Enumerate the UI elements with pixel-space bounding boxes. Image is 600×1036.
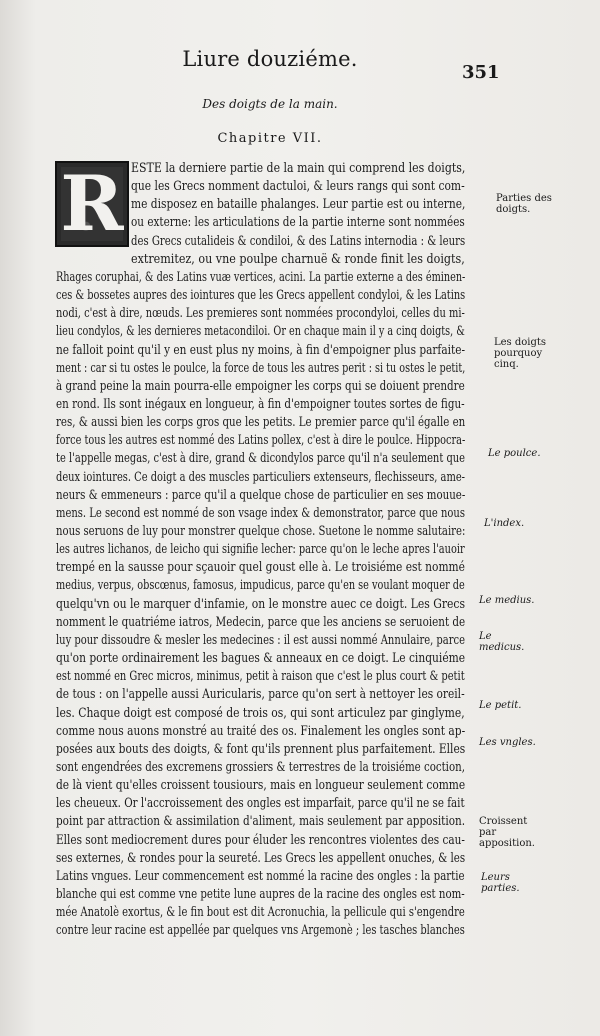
- text-line: posées aux bouts des doigts, & font qu'ils prennent plus parfaitement. Elles: [56, 741, 466, 757]
- text-line: des Grecs cutalideis & condiloi, & des Latins internodia : & leurs: [131, 233, 466, 249]
- text-line: deux iointures. Ce doigt a des muscles particuliers extenseurs, flechisseurs, ame-: [56, 469, 466, 485]
- text-line: lieu condylos, & les dernieres metacondiloi. Or en chaque main il y a cinq doigts, &: [56, 324, 465, 340]
- text-line: contre leur racine est appellée par quelques vns Argemonè ; les tasches blanches: [56, 923, 465, 939]
- text-line: nodi, c'est à dire, nœuds. Les premieres sont nommées procondyloi, celles du mi-: [56, 306, 465, 322]
- text-line: me disposez en bataille phalanges. Leur partie est ou interne,: [131, 197, 466, 213]
- margin-note: Leurs parties.: [481, 872, 520, 894]
- text-line: Elles sont mediocrement dures pour éluder les rencontres violentes des cau-: [56, 832, 465, 848]
- margin-note: Le petit.: [479, 700, 522, 711]
- text-line: luy pour dissoudre & mesler les medecines : il est aussi nommé Annulaire, parce: [56, 632, 465, 648]
- chapter-heading: Chapitre VII.: [217, 131, 323, 146]
- margin-note: Le poulce.: [488, 448, 541, 459]
- margin-note: Croissent par apposition.: [479, 816, 535, 849]
- text-line: extremitez, ou vne poulpe charnuë & ronde finit les doigts,: [131, 251, 465, 267]
- text-line: nomment le quatriéme iatros, Medecin, parce que les anciens se seruoient de: [56, 614, 466, 630]
- text-line: blanche qui est comme vne petite lune aupres de la racine des ongles est nom-: [56, 887, 465, 902]
- text-line: les cheueux. Or l'accroissement des ongles est imparfait, parce qu'il ne se fait: [56, 796, 465, 812]
- text-line: Rhages coruphai, & des Latins vuæ vertices, acini. La partie externe a des éminen-: [56, 269, 466, 285]
- dropcap-letter: R: [60, 159, 124, 248]
- section-title: Des doigts de la main.: [202, 97, 338, 111]
- ornamental-dropcap: [55, 161, 129, 247]
- text-line: de là vient qu'elles croissent tousiours, mais en longueur seulement comme: [56, 778, 466, 794]
- margin-note: L'index.: [484, 518, 525, 529]
- text-line: ne falloit point qu'il y en eust plus ny moins, à fin d'empoigner plus parfaite-: [56, 342, 466, 358]
- text-line: en rond. Ils sont inégaux en longueur, à fin d'empoigner toutes sortes de figu-: [56, 396, 465, 412]
- text-line: qu'on porte ordinairement les bagues & anneaux en ce doigt. Le cinquiéme: [56, 651, 466, 667]
- text-line: à grand peine la main pourra-elle empoigner les corps qui se doiuent prendre: [56, 378, 465, 394]
- text-line: mens. Le second est nommé de son vsage index & demonstrator, parce que nous: [56, 505, 465, 521]
- text-line: ses externes, & rondes pour la seureté. Les Grecs les appellent onuches, & les: [56, 850, 466, 866]
- text-line: res, & aussi bien les corps gros que les petits. Le premier parce qu'il égalle en: [56, 415, 466, 431]
- text-line: force tous les autres est nommé des Latins pollex, c'est à dire le poulce. Hippocra-: [56, 433, 466, 449]
- text-line: neurs & emmeneurs : parce qu'il a quelque chose de particulier en ses mouue-: [56, 487, 466, 503]
- text-line: medius, verpus, obscœnus, famosus, impudicus, parce qu'en se voulant moquer de: [56, 578, 465, 594]
- text-line: ESTE la derniere partie de la main qui comprend les doigts,: [131, 161, 466, 176]
- text-line: que les Grecs nomment dactuloi, & leurs rangs qui sont com-: [131, 179, 465, 195]
- text-line: ces & bossetes aupres des iointures que les Grecs appellent condyloi, & les Latins: [56, 288, 466, 304]
- margin-note: Les doigts pourquoy cinq.: [494, 337, 547, 370]
- margin-note: Les vngles.: [479, 737, 536, 748]
- text-line: quelqu'vn ou le marquer d'infamie, on le monstre auec ce doigt. Les Grecs: [56, 596, 466, 612]
- text-line: mée Anatolè exortus, & le fin bout est dit Acronuchia, la pellicule qui s'engendre: [56, 905, 465, 921]
- text-line: nous seruons de luy pour monstrer quelque chose. Suetone le nomme salutaire:: [56, 524, 466, 539]
- text-line: comme nous auons monstré au traité des os. Finalement les ongles sont ap-: [56, 723, 466, 739]
- text-line: point par attraction & assimilation d'aliment, mais seulement par apposition.: [56, 814, 466, 830]
- text-line: trempé en la sausse pour sçauoir quel goust elle à. Le troisiéme est nommé: [56, 560, 465, 576]
- text-line: te l'appelle megas, c'est à dire, grand & dicondylos parce qu'il n'a seulement que: [56, 451, 466, 467]
- text-line: les autres lichanos, de leicho qui signifie lecher: parce qu'on le leche apres l'auoir: [56, 542, 465, 558]
- text-line: ment : car si tu ostes le poulce, la force de tous les autres perit : si tu ostes le petit,: [56, 360, 466, 376]
- page-number: 351: [462, 62, 500, 83]
- text-line: sont engendrées des excremens grossiers & terrestres de la troisiéme coction,: [56, 759, 465, 775]
- margin-note: Le medius.: [479, 595, 535, 606]
- text-line: ou externe: les articulations de la partie interne sont nommées: [131, 215, 465, 231]
- text-line: est nommé en Grec micros, minimus, petit à raison que c'est le plus court & petit: [56, 669, 465, 685]
- margin-note: Le medicus.: [479, 631, 525, 653]
- text-line: Latins vngues. Leur commencement est nommé la racine des ongles : la partie: [56, 868, 465, 884]
- running-head: Liure douziéme.: [182, 47, 358, 71]
- text-line: les. Chaque doigt est composé de trois os, qui sont articulez par ginglyme,: [56, 705, 465, 721]
- margin-note: Parties des doigts.: [496, 193, 552, 215]
- text-line: de tous : on l'appelle aussi Auricularis, parce qu'on sert à nettoyer les oreil-: [56, 687, 465, 703]
